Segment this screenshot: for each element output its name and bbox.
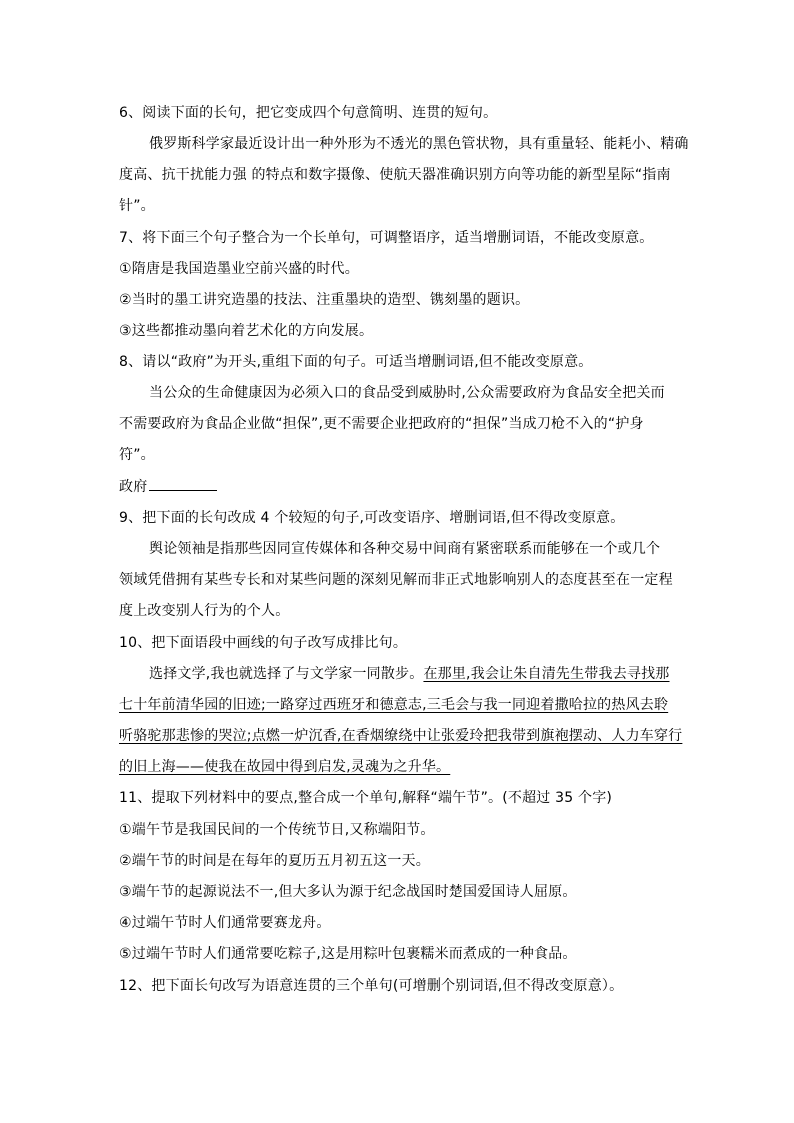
plain-sentence: 选择文学,我也就选择了与文学家一同散步。 [149, 666, 424, 682]
question-6-text-line-1: 俄罗斯科学家最近设计出一种外形为不透光的黑色管状物，具有重量轻、能耗小、精确 [149, 136, 689, 152]
answer-prefix: 政府 [119, 479, 148, 495]
question-6-title: 6、阅读下面的长句，把它变成四个句意简明、连贯的短句。 [119, 105, 498, 121]
question-8-title: 8、请以“政府”为开头,重组下面的句子。可适当增删词语,但不能改变原意。 [119, 354, 593, 370]
question-7-item-2: ②当时的墨工讲究造墨的技法、注重墨块的造型、镌刻墨的题识。 [119, 292, 530, 308]
answer-blank[interactable] [149, 478, 217, 491]
question-7-item-3: ③这些都推动墨向着艺术化的方向发展。 [119, 323, 374, 339]
question-11-item-4: ④过端午节时人们通常要赛龙舟。 [119, 915, 331, 931]
question-10-text-line-1 [149, 665, 670, 683]
question-6-text-line-2: 度高、抗干扰能力强 的特点和数字摄像、使航天器准确识别方向等功能的新型星际“指南 [119, 167, 671, 183]
question-8-text-line-1: 当公众的生命健康因为必须入口的食品受到威胁时,公众需要政府为食品安全把关而 [149, 385, 665, 401]
question-11-item-5: ⑤过端午节时人们通常要吃粽子,这是用粽叶包裹糯米而煮成的一种食品。 [119, 946, 577, 962]
question-7-item-1: ①隋唐是我国造墨业空前兴盛的时代。 [119, 261, 359, 277]
question-8-answer-line [119, 478, 217, 496]
question-10-underlined-line-3: 听骆驼那悲惨的哭泣;点燃一炉沉香,在香烟缭绕中让张爱玲把我带到旗袍摆动、人力车穿行 [119, 728, 683, 744]
question-8-text-line-3: 符”。 [119, 447, 155, 463]
question-10-underlined-line-4: 的旧上海——使我在故园中得到启发,灵魂为之升华。 [119, 759, 451, 775]
question-12-title: 12、把下面长句改写为语意连贯的三个单句(可增删个别词语,但不得改变原意）。 [119, 978, 624, 994]
question-9-title: 9、把下面的长句改成 4 个较短的句子,可改变语序、增删词语,但不得改变原意。 [119, 510, 625, 526]
underlined-sentence-start: 在那里,我会让朱自清先生带我去寻找那 [423, 666, 670, 682]
question-10-title: 10、把下面语段中画线的句子改写成排比句。 [119, 635, 408, 651]
question-7-title: 7、将下面三个句子整合为一个长单句，可调整语序，适当增删词语，不能改变原意。 [119, 230, 654, 246]
question-9-text-line-2: 领域凭借拥有某些专长和对某些问题的深刻见解而非正式地影响别人的态度甚至在一定程 [119, 572, 673, 588]
question-10-underlined-line-2: 七十年前清华园的旧迹;一路穿过西班牙和德意志,三毛会与我一同迎着撒哈拉的热风去聆 [119, 697, 669, 713]
question-11-title: 11、提取下列材料中的要点,整合成一个单句,解释“端午节”。(不超过 35 个字) [119, 790, 613, 806]
question-11-item-2: ②端午节的时间是在每年的夏历五月初五这一天。 [119, 853, 430, 869]
question-6-text-line-3: 针”。 [119, 198, 155, 214]
question-8-text-line-2: 不需要政府为食品企业做“担保”,更不需要企业把政府的“担保”当成刀枪不入的“护身 [119, 416, 644, 432]
question-11-item-1: ①端午节是我国民间的一个传统节日,又称端阳节。 [119, 822, 435, 838]
question-9-text-line-1: 舆论领袖是指那些因同宣传媒体和各种交易中间商有紧密联系而能够在一个或几个 [149, 541, 661, 557]
question-9-text-line-3: 度上改变别人行为的个人。 [119, 603, 290, 619]
question-11-item-3: ③端午节的起源说法不一,但大多认为源于纪念战国时楚国爱国诗人屈原。 [119, 884, 577, 900]
